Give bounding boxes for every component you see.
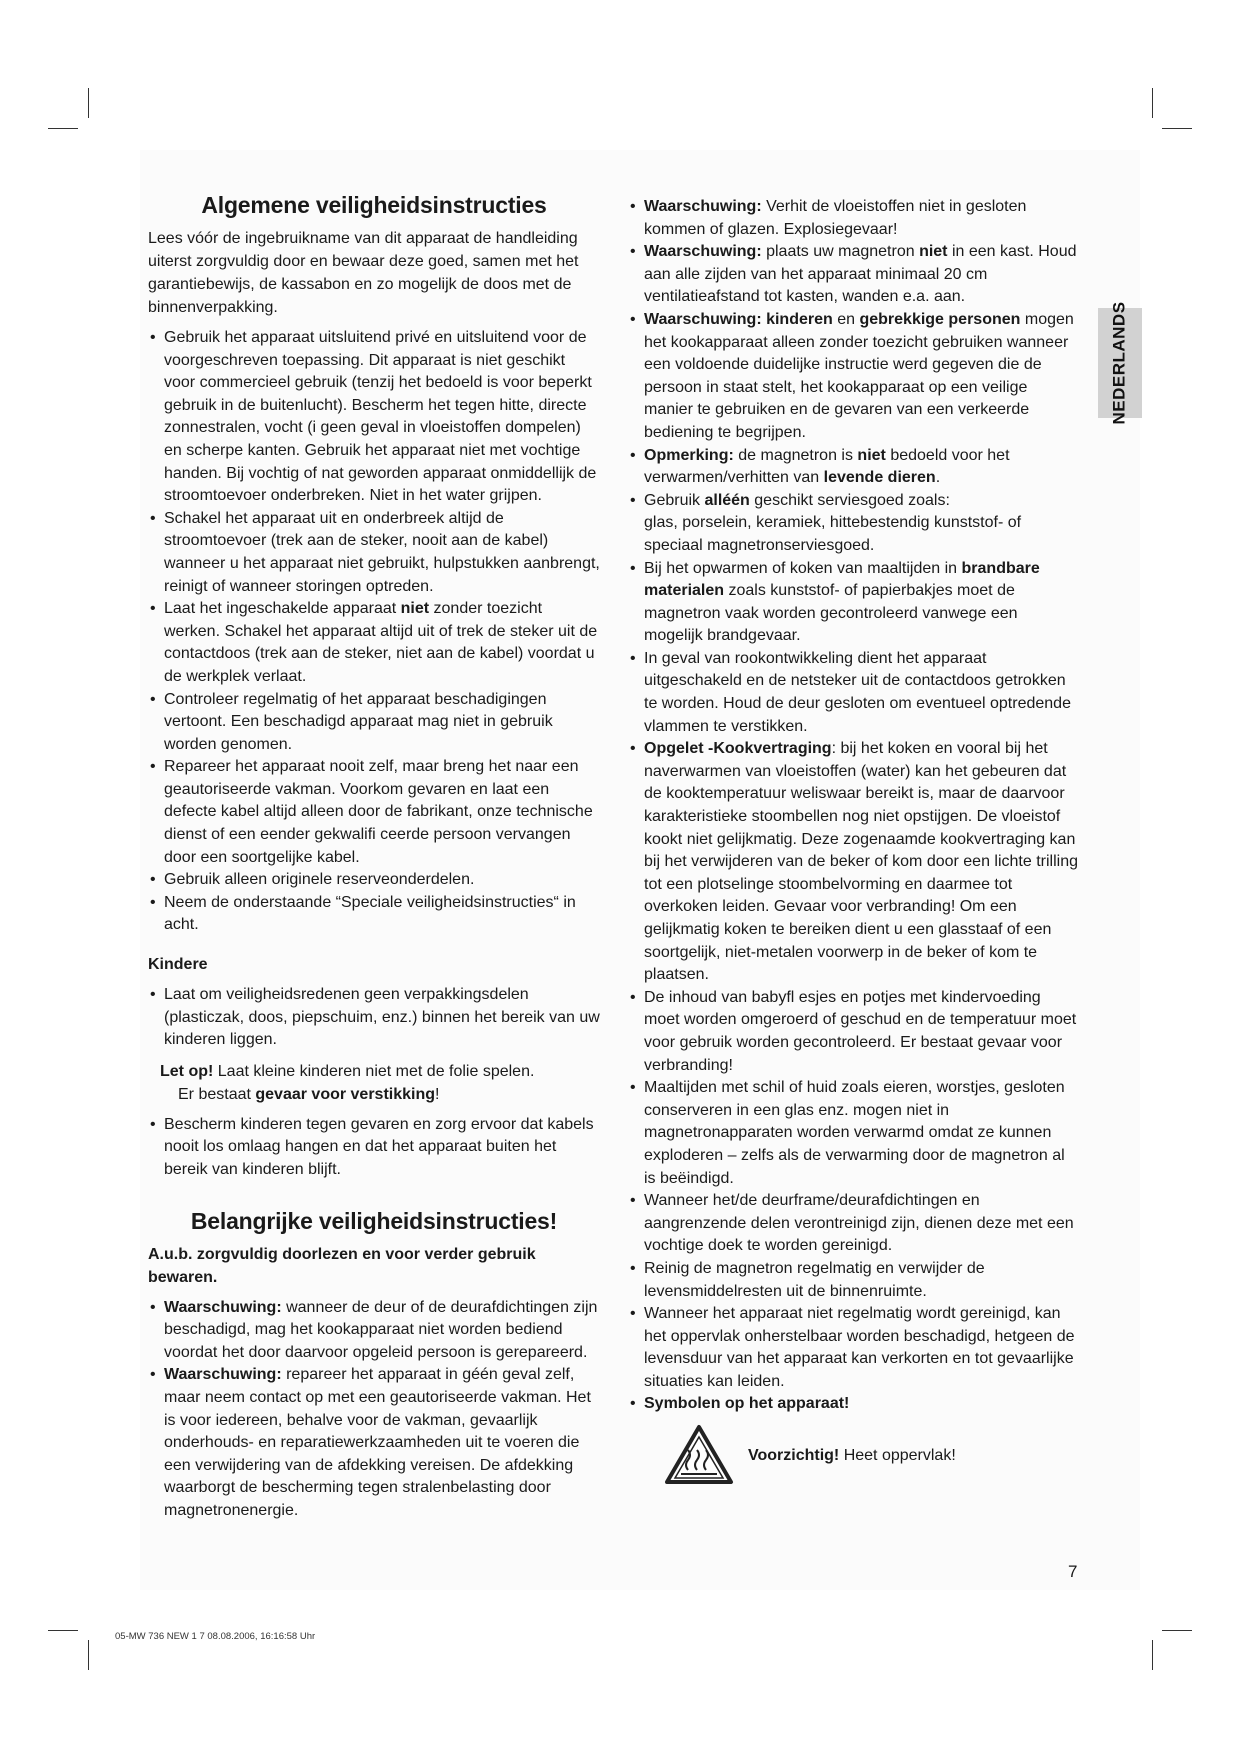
list-item: • In geval van rookontwikkeling dient het apparaat uitgeschakeld en de netsteker uit de contactdoos getrokken te worden. Houd de deur gesloten om eventueel optredende vlammen te verstikken. xyxy=(628,648,1080,738)
crop-mark xyxy=(88,1640,89,1670)
list-item: • Schakel het apparaat uit en onderbreek altijd de stroomtoevoer (trek aan de steker, nooit aan de kabel) wanneer u het apparaat niet gebruikt, hulpstukken aanbrengt, reinigt of wanneer storingen optreden. xyxy=(148,508,600,598)
list-item: • Bij het opwarmen of koken van maaltijden in brandbare materialen zoals kunststof- of papierbakjes moet de magnetron vaak worden gecontroleerd vanwege een mogelijk brandgevaar. xyxy=(628,558,1080,648)
note-text: Er bestaat xyxy=(178,1085,256,1103)
crop-mark xyxy=(1162,1630,1192,1631)
list-item: • Waarschuwing: plaats uw magnetron niet in een kast. Houd aan alle zijden van het apparaat minimaal 20 cm ventilatieafstand tot kasten, wanden e.a. aan. xyxy=(628,241,1080,309)
note-label: Let op! xyxy=(160,1062,214,1080)
left-column xyxy=(148,192,600,1523)
list-item: • Opmerking: de magnetron is niet bedoeld voor het verwarmen/verhitten van levende dieren. xyxy=(628,445,1080,490)
crop-mark xyxy=(1162,128,1192,129)
list-item: • Reinig de magnetron regelmatig en verwijder de levensmiddelresten uit de binnenruimte. xyxy=(628,1258,1080,1303)
crop-mark xyxy=(48,128,78,129)
warning-list xyxy=(148,1297,600,1523)
protect-list xyxy=(148,1114,600,1182)
note-text: Laat kleine kinderen niet met de folie spelen. xyxy=(213,1062,535,1080)
list-item: • Laat om veiligheidsredenen geen verpakkingsdelen (plasticzak, doos, piepschuim, enz.) binnen het bereik van uw kinderen liggen. xyxy=(148,984,600,1052)
page-number: 7 xyxy=(1068,1562,1078,1581)
list-item xyxy=(148,598,600,688)
list-item xyxy=(148,1297,600,1365)
section-title: Algemene veiligheidsinstructies xyxy=(201,192,547,218)
symbol-caption: Voorzichtig! Heet oppervlak! xyxy=(748,1446,956,1464)
hot-surface-warning-icon xyxy=(664,1424,734,1486)
list-item: • De inhoud van babyfl esjes en potjes met kindervoeding moet worden omgeroerd of geschud en de temperatuur moet voor gebruik worden gecontroleerd. Er bestaat gevaar voor verbranding! xyxy=(628,987,1080,1077)
item-text: Laat het ingeschakelde apparaat xyxy=(164,600,401,618)
warning-label: Waarschuwing: xyxy=(164,1298,282,1316)
intro-paragraph: Lees vóór de ingebruikname van dit apparaat de handleiding uiterst zorgvuldig door en bewaar deze goed, samen met het garantiebewijs, de kassabon en zo mogelijk de doos met de binnenverpakking. xyxy=(148,230,579,316)
list-item: • Wanneer het apparaat niet regelmatig wordt gereinigd, kan het oppervlak onherstelbaar worden beschadigd, hetgeen de levensduur van het apparaat kan verkorten en tot gevaarlijke situaties kan leiden. xyxy=(628,1303,1080,1393)
list-item: • Repareer het apparaat nooit zelf, maar breng het naar een geautoriseerde vakman. Voorkom gevaren en laat een defecte kabel altijd alleen door de fabrikant, onze technische dienst of een eender gekwalifi ceerde persoon vervangen door een soortgelijke kabel. xyxy=(148,756,600,869)
symbol-row xyxy=(628,1424,1080,1486)
crop-mark xyxy=(88,88,89,118)
crop-mark xyxy=(48,1630,78,1631)
list-item: • Maaltijden met schil of huid zoals eieren, worstjes, gesloten conserveren in een glas enz. mogen niet in magnetronapparaten worden verwarmd omdat ze kunnen exploderen – zelfs als de verwarming door de magnetron al is beëindigd. xyxy=(628,1077,1080,1190)
warning-text: wanneer de deur of de deurafdichtingen zijn beschadigd, mag het kookapparaat niet worden bediend voordat het door daarvoor opgeleid persoon is gerepareerd. xyxy=(164,1298,598,1361)
note-text: ! xyxy=(435,1085,440,1103)
warning-label: Waarschuwing: xyxy=(164,1366,282,1384)
list-item: • Gebruik alléén geschikt serviesgoed zoals: glas, porselein, keramiek, hittebestendig kunststof- of speciaal magnetronserviesgoed. xyxy=(628,490,1080,558)
language-tab xyxy=(1098,301,1142,425)
item-bold: niet xyxy=(400,600,430,618)
list-item: • Wanneer het/de deurframe/deurafdichtingen en aangrenzende delen verontreinigd zijn, dienen deze met een vochtige doek te worden gereinigd. xyxy=(628,1190,1080,1258)
kindere-list xyxy=(148,984,600,1052)
crop-mark xyxy=(1152,1640,1153,1670)
list-item: • Gebruik het apparaat uitsluitend privé en uitsluitend voor de voorgeschreven toepassing. Dit apparaat is niet geschikt voor commercieel gebruik (tenzij het bedoeld is voor beperkt gebruik in de buitenlucht). Bescherm het tegen hitte, directe zonnestralen, vocht (i geen geval in vloeistoffen dompelen) en scherpe kanten. Gebruik het apparaat niet met vochtige handen. Bij vochtig of nat geworden apparaat onmiddellijk de stroomtoevoer onderbreken. Niet in het water grijpen. xyxy=(148,327,600,508)
print-footer: 05-MW 736 NEW 1 7 08.08.2006, 16:16:58 Uhr xyxy=(115,1631,316,1642)
list-item: • Symbolen op het apparaat! xyxy=(628,1393,1080,1416)
list-item: • Controleer regelmatig of het apparaat beschadigingen vertoont. Een beschadigd apparaat mag niet in gebruik worden genomen. xyxy=(148,689,600,757)
list-item: • Waarschuwing: kinderen en gebrekkige personen mogen het kookapparaat alleen zonder toezicht gebruiken wanneer een voldoende duidelijke instructie werd gegeven die de persoon in staat stelt, het kookapparaat op een veilige manier te gebruiken en de gevaren van een verkeerde bediening te begrijpen. xyxy=(628,309,1080,445)
list-item: • Gebruik alleen originele reserveonderdelen. xyxy=(148,869,600,892)
language-tab-label: NEDERLANDS xyxy=(1110,301,1129,425)
crop-mark xyxy=(1152,88,1153,118)
list-item: • Bescherm kinderen tegen gevaren en zorg ervoor dat kabels nooit los omlaag hangen en dat het apparaat buiten het bereik van kinderen blijft. xyxy=(148,1114,600,1182)
note-bold: gevaar voor verstikking xyxy=(255,1085,436,1103)
safety-list xyxy=(148,327,600,937)
list-item: • Neem de onderstaande “Speciale veiligheidsinstructies“ in acht. xyxy=(148,892,600,937)
list-item xyxy=(148,1364,600,1522)
right-column xyxy=(628,196,1080,1486)
kindere-heading: Kindere xyxy=(148,956,208,974)
item-text: zonder toezicht werken. Schakel het apparaat altijd uit of trek de steker uit de contactdoos (trek aan de steker, niet aan de kabel) voordat u de werkplek verlaat. xyxy=(164,600,598,685)
right-list xyxy=(628,196,1080,1416)
let-op-note xyxy=(148,1060,600,1106)
list-item: • Waarschuwing: Verhit de vloeistoffen niet in gesloten kommen of glazen. Explosiegevaar! xyxy=(628,196,1080,241)
list-item: • Opgelet -Kookvertraging: bij het koken en vooral bij het naverwarmen van vloeistoffen (water) kan het gebeuren dat de kooktemperatuur weliswaar bereikt is, maar de daarvoor karakteristieke stoombellen nog niet opstijgen. De vloeistof kookt niet gelijkmatig. Deze zogenaamde kookvertraging kan bij het verwijderen van de beker of kom door een lichte trilling tot een plotselinge stoombelvorming en daarmee tot overkoken leiden. Gevaar voor verbranding! Om een gelijkmatig koken te bereiken dient u een glasstaaf of een soortgelijk, niet-metalen voorwerp in de beker of kom te plaatsen. xyxy=(628,738,1080,987)
section-title-2: Belangrijke veiligheidsinstructies! xyxy=(190,1207,558,1234)
subtitle: A.u.b. zorgvuldig doorlezen en voor verder gebruik bewaren. xyxy=(148,1245,536,1286)
warning-text: repareer het apparaat in géén geval zelf, maar neem contact op met een geautoriseerde vakman. Het is voor iedereen, behalve voor de vakman, gevaarlijk onderhouds- en reparatiewerkzaamheden uit te voeren die een verwijdering van de afdekking vereisen. De afdekking waarborgt de bescherming tegen stralenbelasting door magnetronenergie. xyxy=(164,1366,591,1519)
